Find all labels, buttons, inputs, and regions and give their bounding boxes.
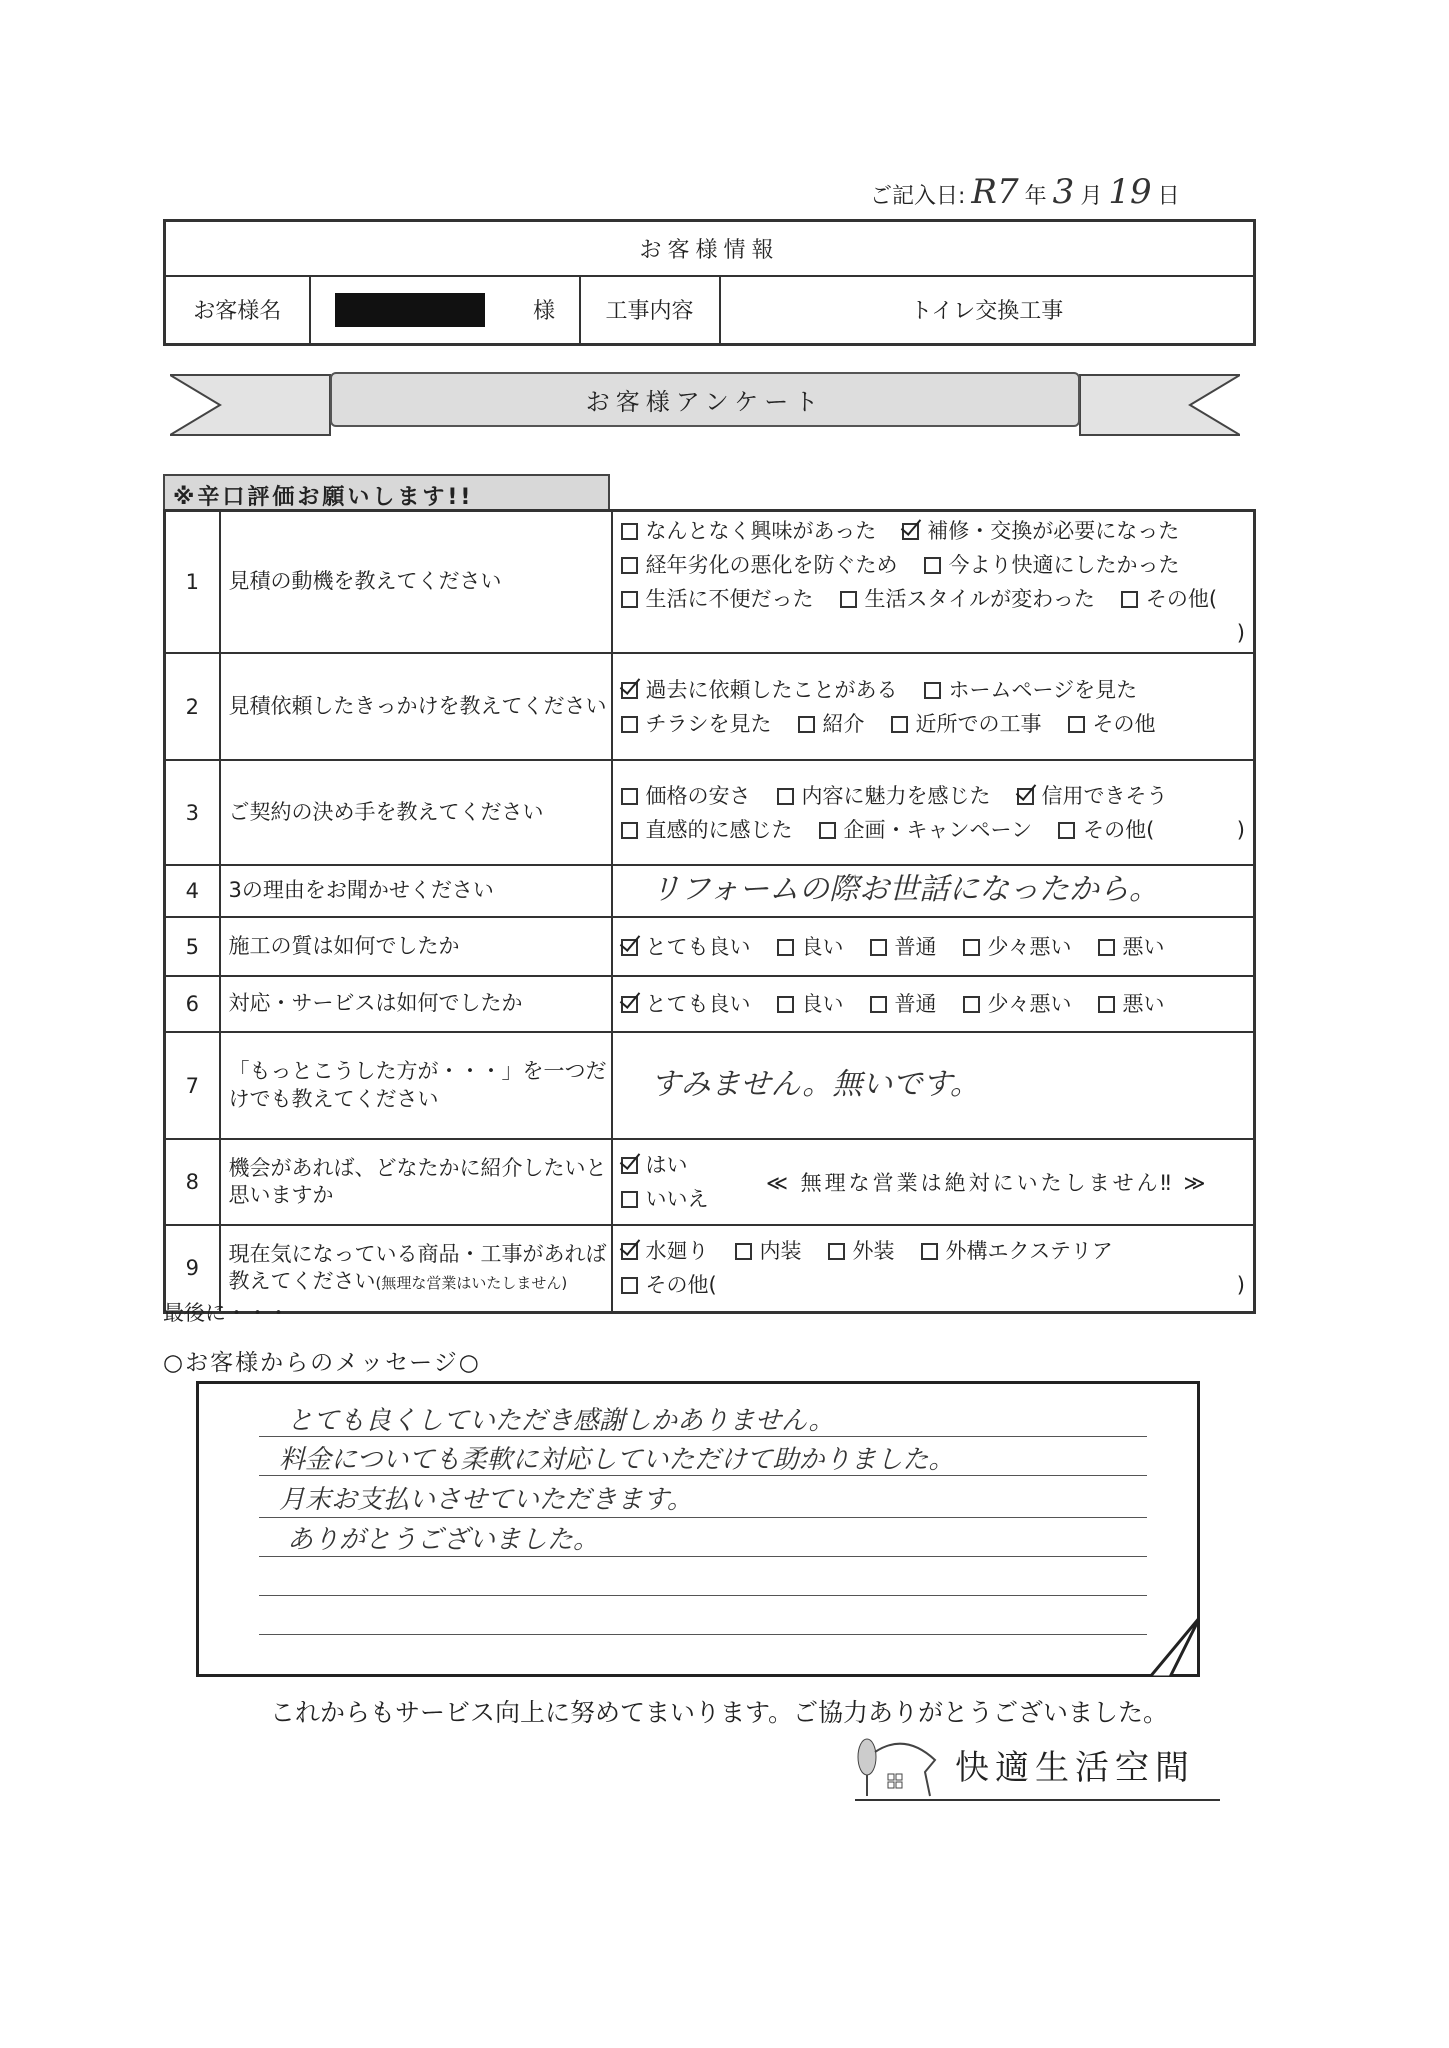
checkbox[interactable] [621,1157,638,1174]
question-text [220,1139,612,1225]
month-unit: 月 [1080,184,1103,209]
question-label: 3の理由をお聞かせください [228,878,494,903]
checkbox[interactable] [963,996,980,1013]
option-label: 近所での工事 [915,711,1042,736]
option[interactable] [1068,707,1156,741]
option[interactable] [621,779,751,813]
checkbox[interactable] [621,822,638,839]
survey-row [165,976,1255,1032]
year-unit: 年 [1024,184,1047,209]
checkbox[interactable] [621,557,638,574]
question-number: 5 [165,917,220,976]
answer-cell [612,865,1255,917]
option[interactable] [828,1234,895,1268]
option[interactable] [621,1148,714,1182]
option[interactable] [621,1182,714,1216]
checkbox[interactable] [798,716,815,733]
checkbox[interactable] [924,557,941,574]
checkbox[interactable] [1098,939,1115,956]
question-label: 見積依頼したきっかけを教えてください [228,693,607,718]
question-text [220,653,612,760]
option[interactable] [924,673,1138,707]
question-label: 現在気になっている商品・工事があれば教えてください [228,1241,607,1294]
option-label: その他( [1145,587,1218,611]
option-label: 普通 [894,992,937,1016]
answer-cell [612,760,1255,865]
checkbox[interactable] [963,939,980,956]
answer-cell [612,1225,1255,1312]
question-note: (無理な営業はいたしません) [375,1274,568,1293]
date-day: 19 [1108,172,1152,212]
question-label: 「もっとこうした方が・・・」を一つだけでも教えてください [228,1059,607,1111]
checkbox[interactable] [1098,996,1115,1013]
checkbox[interactable] [891,716,908,733]
message-line: ありがとうございました。 [287,1525,600,1555]
option[interactable] [777,987,844,1021]
checkbox[interactable] [735,1243,752,1260]
checkbox[interactable] [621,682,638,699]
date-era: R7 [971,172,1019,212]
option-label: 水廻り [645,1239,709,1264]
option-label: 過去に依頼したことがある [645,677,898,702]
option[interactable] [621,1234,709,1268]
checkbox[interactable] [621,1191,638,1208]
survey-row [165,917,1255,976]
option-label: チラシを見た [645,711,772,736]
message-line: とても良くしていただき感謝しかありません。 [287,1406,835,1436]
option-label: 経年劣化の悪化を防ぐため [645,553,898,577]
survey-row [165,760,1255,865]
survey-note: ※辛口評価お願いします!! [163,474,610,510]
option[interactable] [1098,930,1165,964]
survey-row [165,653,1255,760]
customer-name-redacted [310,276,510,345]
option-label: 良い [801,934,844,959]
question-number: 6 [165,976,220,1032]
option[interactable] [819,813,1033,847]
option[interactable] [777,930,844,964]
option-label: 良い [801,992,844,1016]
work-value: トイレ交換工事 [720,276,1255,345]
answer-cell [612,1139,722,1225]
option-label: なんとなく興味があった [645,519,877,543]
option-label: 紹介 [822,711,865,736]
checkbox[interactable] [621,1243,638,1260]
question-number: 4 [165,865,220,917]
option-label: いいえ [645,1187,709,1211]
handwritten-answer: リフォームの際お世話になったから。 [650,872,1159,907]
answer-cell [612,917,1255,976]
option[interactable] [1121,582,1217,616]
question-number: 3 [165,760,220,865]
close-paren: ) [1236,1273,1245,1298]
option[interactable] [902,514,1179,548]
option[interactable] [870,987,937,1021]
option-label: 生活に不便だった [645,587,814,611]
option[interactable] [621,813,793,847]
option-label: その他( [645,1273,717,1298]
option-label: 悪い [1122,992,1165,1016]
option-label: はい [645,1153,688,1177]
option[interactable] [870,930,937,964]
checkbox[interactable] [621,939,638,956]
option[interactable] [921,1234,1113,1268]
option[interactable] [963,987,1072,1021]
question-label: 対応・サービスは如何でしたか [228,991,523,1016]
option[interactable] [621,673,898,707]
date-label: ご記入日: [870,184,966,209]
option[interactable] [1017,779,1168,813]
survey-row [165,1139,1255,1225]
question-text [220,976,612,1032]
option[interactable] [840,582,1095,616]
checkbox[interactable] [777,939,794,956]
question-text [220,1032,612,1139]
close-paren: ) [1236,817,1245,842]
answer-cell [612,511,1255,654]
question-number: 8 [165,1139,220,1225]
option-label: 価格の安さ [645,783,751,808]
date-month: 3 [1052,172,1075,212]
question-number: 1 [165,511,220,654]
no-pressure-note: ≪ 無理な営業は絶対にいたしません‼ ≫ [722,1139,1255,1225]
survey-row [165,1032,1255,1139]
option-label: 悪い [1122,934,1165,959]
option[interactable] [621,707,772,741]
option[interactable] [891,707,1042,741]
option-label: 生活スタイルが変わった [864,587,1095,611]
option-label: 少々悪い [987,992,1072,1016]
option[interactable] [621,582,814,616]
question-number: 2 [165,653,220,760]
option[interactable] [621,514,877,548]
option-label: 少々悪い [987,934,1072,959]
checkbox[interactable] [621,1277,638,1294]
question-label: ご契約の決め手を教えてください [228,799,544,824]
question-label: 施工の質は如何でしたか [228,933,460,958]
option-label: とても良い [645,934,751,959]
survey-row [165,865,1255,917]
answer-cell [612,653,1255,760]
customer-info-title: お客様情報 [165,221,1255,276]
option-label: とても良い [645,992,751,1016]
checkbox[interactable] [902,523,919,540]
customer-name-label: お客様名 [165,276,310,345]
close-paren: ) [1236,621,1245,645]
option[interactable] [1098,987,1165,1021]
checkbox[interactable] [621,996,638,1013]
work-label: 工事内容 [580,276,720,345]
checkbox[interactable] [621,788,638,805]
option[interactable] [621,548,898,582]
option-label: ホームページを見た [948,677,1138,702]
answer-cell [612,1032,1255,1139]
survey-table [163,509,1256,1314]
question-number: 7 [165,1032,220,1139]
question-text [220,760,612,865]
survey-title: お客様アンケート [330,372,1080,427]
checkbox[interactable] [921,1243,938,1260]
option-label: 外装 [852,1239,895,1264]
question-label: 機会があれば、どなたかに紹介したいと思いますか [228,1155,607,1207]
entry-date [870,172,1180,212]
checkbox[interactable] [777,788,794,805]
finally-label: 最後に・・・ [163,1301,289,1325]
message-box [196,1381,1200,1677]
option-label: 信用できそう [1041,783,1168,808]
page-curl-icon [1150,1617,1200,1677]
checkbox[interactable] [819,822,836,839]
customer-name-suffix: 様 [510,276,580,345]
checkbox[interactable] [1017,788,1034,805]
option[interactable] [621,1268,717,1302]
option-label: その他 [1092,711,1156,736]
option[interactable] [735,1234,802,1268]
checkbox[interactable] [1121,591,1138,608]
option-label: 今より快適にしたかった [948,553,1180,577]
checkbox[interactable] [924,682,941,699]
checkbox[interactable] [621,591,638,608]
message-title: ○お客様からのメッセージ○ [163,1350,481,1376]
option[interactable] [1058,813,1154,847]
survey-row [165,511,1255,654]
handwritten-answer: すみません。無いです。 [650,1066,980,1102]
checkbox[interactable] [870,996,887,1013]
question-label: 見積の動機を教えてください [228,569,502,594]
option-label: 外構エクステリア [945,1239,1113,1264]
question-text [220,917,612,976]
option-label: その他( [1083,817,1155,842]
option[interactable] [621,987,751,1021]
message-line: 料金についても柔軟に対応していただけて助かりました。 [279,1445,955,1475]
option-label: 普通 [894,934,937,959]
question-text [220,511,612,654]
logo-text: 快適生活空間 [955,1747,1195,1788]
customer-info-table [163,219,1256,346]
checkbox[interactable] [621,523,638,540]
option[interactable] [924,548,1180,582]
question-number: 9 [165,1225,220,1312]
checkbox[interactable] [870,939,887,956]
option-label: 直感的に感じた [645,817,793,842]
question-text [220,865,612,917]
option[interactable] [798,707,865,741]
option-label: 内容に魅力を感じた [801,783,991,808]
option[interactable] [621,930,751,964]
checkbox[interactable] [840,591,857,608]
checkbox[interactable] [1058,822,1075,839]
checkbox[interactable] [828,1243,845,1260]
message-line: 月末お支払いさせていただきます。 [279,1485,693,1515]
checkbox[interactable] [1068,716,1085,733]
option-label: 企画・キャンペーン [843,817,1033,842]
checkbox[interactable] [777,996,794,1013]
house-tree-icon [855,1732,955,1797]
option[interactable] [777,779,991,813]
company-logo [855,1729,1220,1801]
survey-row [165,1225,1255,1312]
option[interactable] [963,930,1072,964]
option-label: 内装 [759,1239,802,1264]
answer-cell [612,976,1255,1032]
checkbox[interactable] [621,716,638,733]
footer-text: これからもサービス向上に努めてまいります。ご協力ありがとうございました。 [270,1698,1169,1727]
option-label: 補修・交換が必要になった [927,519,1180,543]
day-unit: 日 [1157,184,1180,209]
